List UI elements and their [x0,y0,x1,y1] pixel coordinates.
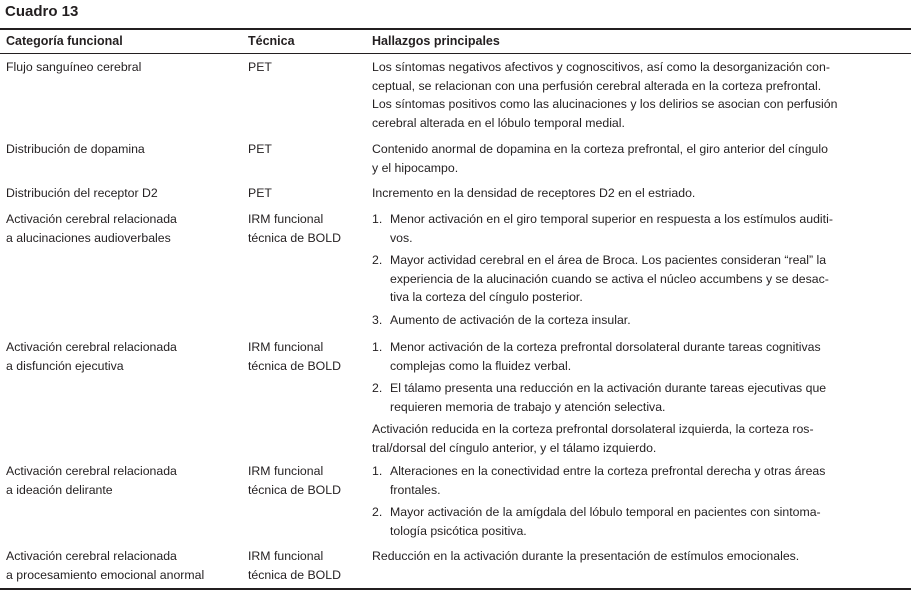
cell-line: Incremento en la densidad de receptores D2 en el estriado. [372,186,696,200]
technique-cell [248,184,272,203]
top-rule [0,28,911,30]
findings-cell [372,210,907,333]
cell-line: vos. [390,230,413,245]
cell-line: técnica de BOLD [248,230,341,245]
cell-line: técnica de BOLD [248,482,341,497]
item-number: 3. [372,312,383,327]
item-number: 2. [372,253,383,267]
cell-line: técnica de BOLD [248,567,341,582]
cell-line: ceptual, se relacionan con una perfusión cerebral alterada en la corteza prefrontal. [372,78,822,93]
cell-line: cerebral alterada en el lóbulo temporal medial. [372,115,625,130]
technique-cell [248,338,341,375]
cell-line: PET [248,186,272,200]
cell-line: IRM funcional [248,549,324,563]
category-cell [6,184,158,203]
cell-line: Mayor actividad cerebral en el área de Broca. Los pacientes consideran “real” la [390,253,827,267]
cell-line: IRM funcional [248,340,324,354]
cell-line: Distribución del receptor D2 [6,186,158,200]
cell-line: técnica de BOLD [248,358,341,373]
cell-line: Reducción en la activación durante la presentación de estímulos emocionales. [372,549,800,563]
finding-item [372,503,907,540]
findings-cell [372,184,907,207]
technique-cell [248,140,272,159]
cell-line: IRM funcional [248,464,324,478]
finding-item [372,547,907,566]
category-cell [6,462,177,499]
header-technique: Técnica [248,34,295,48]
cell-line: Los síntomas positivos como las alucinaciones y los delirios se asocian con perfusión [372,97,838,111]
cell-line: y el hipocampo. [372,160,459,175]
category-cell [6,140,145,159]
cell-line: Distribución de dopamina [6,142,145,156]
cell-line: a ideación delirante [6,482,113,497]
cell-line: IRM funcional [248,212,324,226]
cell-line: tral/dorsal del cíngulo anterior, y el tálamo izquierdo. [372,440,657,455]
finding-item [372,210,907,247]
category-cell [6,547,204,584]
technique-cell [248,58,272,77]
item-number: 1. [372,212,383,226]
cell-line: requieren memoria de trabajo y atención selectiva. [390,399,666,414]
finding-item [372,462,907,499]
category-cell [6,338,177,375]
cell-line: a alucinaciones audioverbales [6,230,171,245]
header-findings: Hallazgos principales [372,34,500,48]
technique-cell [248,210,341,247]
cell-line: PET [248,60,272,74]
item-number: 1. [372,464,383,478]
technique-cell [248,547,341,584]
cell-line: frontales. [390,482,441,497]
finding-item [372,58,907,132]
cell-line: a disfunción ejecutiva [6,358,124,373]
finding-item [372,184,907,203]
technique-cell [248,462,341,499]
bottom-rule [0,588,911,590]
category-cell [6,210,177,247]
cell-line: a procesamiento emocional anormal [6,567,205,582]
cell-line: PET [248,142,272,156]
cell-line: Activación cerebral relacionada [6,212,177,226]
cell-line: Flujo sanguíneo cerebral [6,60,142,74]
cell-line: Alteraciones en la conectividad entre la corteza prefrontal derecha y otras áreas [390,464,826,478]
cell-line: tología psicótica positiva. [390,523,527,538]
cell-line: Menor activación en el giro temporal superior en respuesta a los estímulos auditi- [390,212,833,226]
item-number: 2. [372,505,383,519]
cell-line: experiencia de la alucinación cuando se activa el núcleo accumbens y se desac- [390,271,829,286]
finding-item [372,311,907,330]
findings-cell [372,140,907,181]
cell-line: Los síntomas negativos afectivos y cognoscitivos, así como la desorganización con- [372,60,830,74]
findings-cell [372,462,907,544]
finding-item [372,420,907,457]
header-rule [0,53,911,54]
cell-line: complejas como la fluidez verbal. [390,358,572,373]
cell-line: Activación cerebral relacionada [6,549,177,563]
cell-line: Aumento de activación de la corteza insular. [390,312,631,327]
findings-cell [372,338,907,461]
cell-line: Contenido anormal de dopamina en la corteza prefrontal, el giro anterior del cíngulo [372,142,828,156]
header-category: Categoría funcional [6,34,123,48]
item-number: 1. [372,340,383,354]
item-number: 2. [372,381,383,395]
cell-line: Activación cerebral relacionada [6,340,177,354]
findings-cell [372,547,907,570]
finding-item [372,338,907,375]
cell-line: El tálamo presenta una reducción en la activación durante tareas ejecutivas que [390,381,827,395]
finding-item [372,251,907,307]
finding-item [372,379,907,416]
finding-item [372,140,907,177]
category-cell [6,58,141,77]
table-title: Cuadro 13 [5,3,79,20]
cell-line: Activación reducida en la corteza prefrontal dorsolateral izquierda, la corteza ros- [372,422,814,436]
findings-cell [372,58,907,136]
cell-line: tiva la corteza del cíngulo posterior. [390,290,583,304]
cell-line: Activación cerebral relacionada [6,464,177,478]
cell-line: Menor activación de la corteza prefrontal dorsolateral durante tareas cognitivas [390,340,821,354]
cell-line: Mayor activación de la amígdala del lóbulo temporal en pacientes con sintoma- [390,505,821,519]
